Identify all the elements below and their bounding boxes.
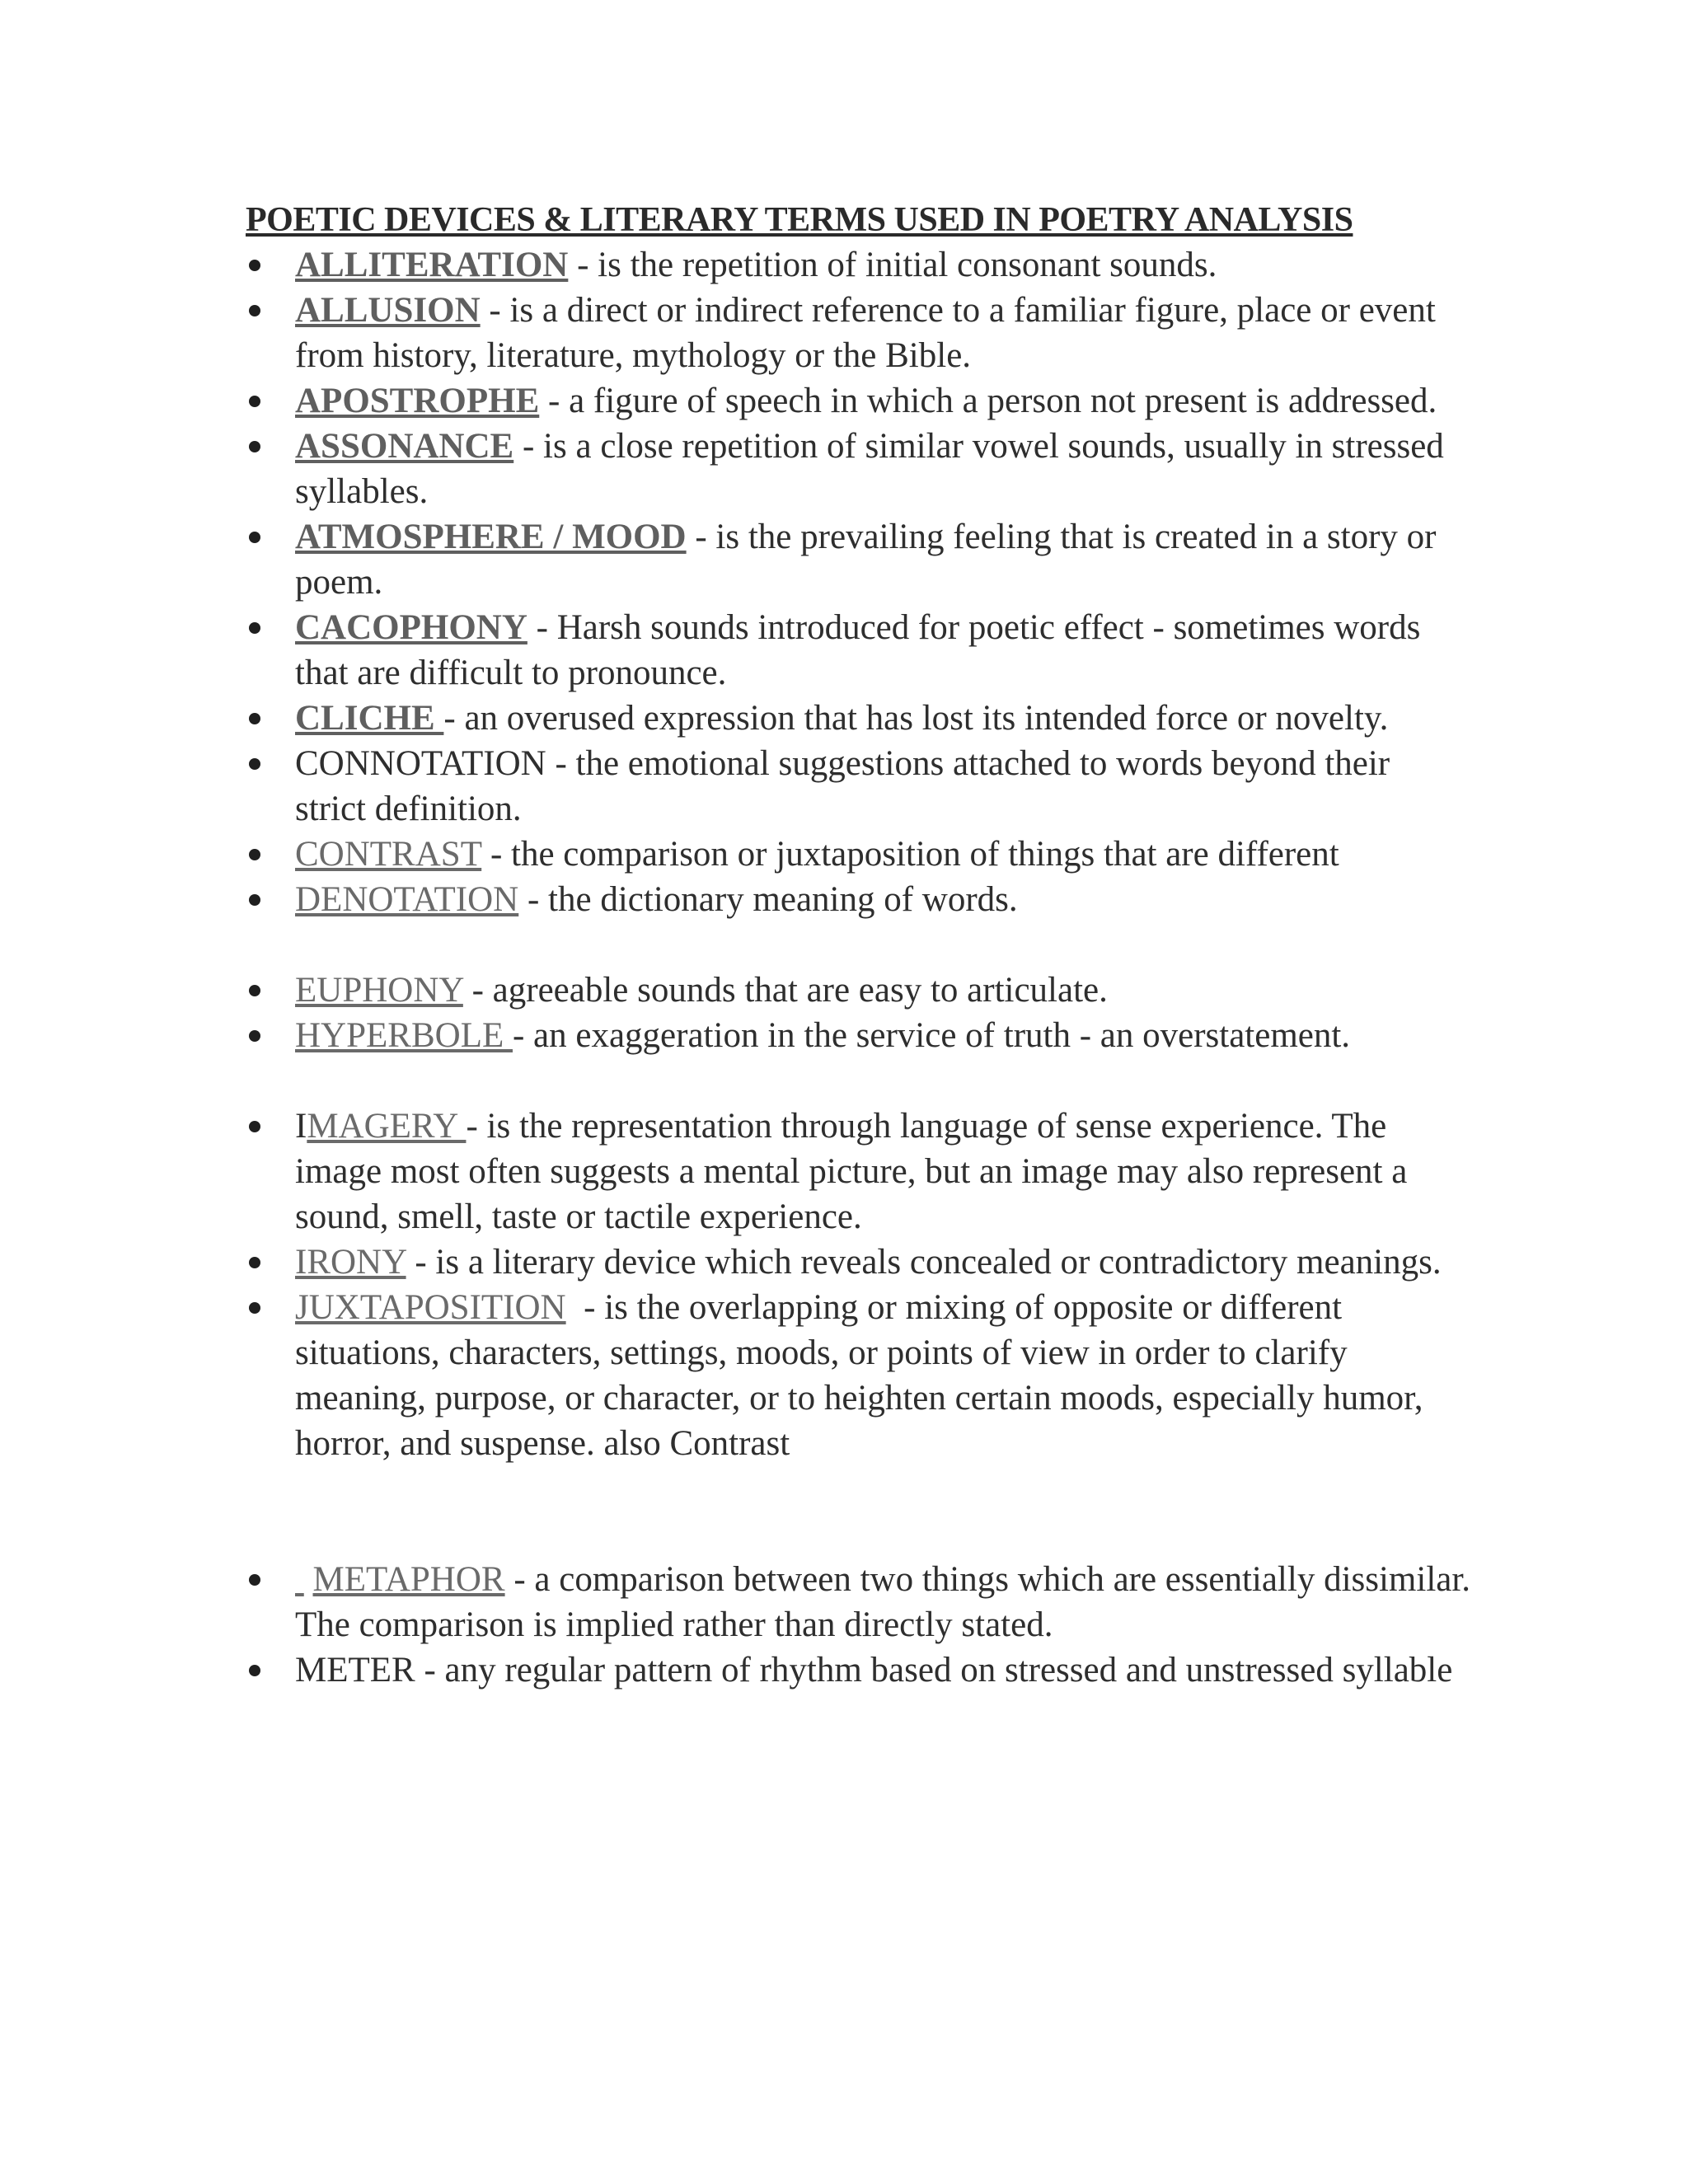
bullet-icon — [249, 1121, 260, 1132]
term-label: EUPHONY — [295, 971, 463, 1010]
term-label: METAPHOR — [312, 1560, 505, 1599]
list-item — [246, 696, 1482, 741]
page-title: POETIC DEVICES & LITERARY TERMS USED IN POETRY ANALYSIS — [246, 201, 1353, 239]
bullet-icon — [249, 1302, 260, 1314]
bullet-icon — [249, 713, 260, 724]
list-item — [246, 1285, 1482, 1466]
bullet-icon — [249, 1665, 260, 1676]
term-definition: - is the prevailing feeling that is created in a story or poem. — [295, 518, 1446, 602]
term-label: METER — [295, 1651, 415, 1690]
term-label: MAGERY — [307, 1107, 467, 1146]
bullet-icon — [249, 532, 260, 543]
bullet-icon — [249, 849, 260, 860]
terms-list — [246, 242, 1482, 1693]
term-definition: - agreeable sounds that are easy to articulate. — [462, 971, 1108, 1010]
term-label: ATMOSPHERE / MOOD — [295, 518, 687, 556]
bullet-icon — [249, 305, 260, 316]
list-item — [246, 242, 1482, 288]
term-label: ALLUSION — [295, 291, 481, 330]
list-item — [246, 1240, 1482, 1285]
document-page — [246, 198, 1482, 1693]
bullet-icon — [249, 1574, 260, 1586]
term-definition: - is a close repetition of similar vowel sounds, usually in stressed syllables. — [295, 427, 1453, 511]
bullet-icon — [249, 985, 260, 996]
list-item — [246, 1013, 1482, 1058]
list-item — [246, 605, 1482, 696]
term-definition: - Harsh sounds introduced for poetic effect - sometimes words that are difficult to pronounce. — [295, 608, 1430, 692]
list-item — [246, 288, 1482, 378]
term-definition: - an overused expression that has lost its intended force or novelty. — [443, 699, 1389, 738]
term-label: HYPERBOLE — [295, 1016, 513, 1055]
term-definition: - the emotional suggestions attached to words beyond their strict definition. — [295, 744, 1417, 828]
term-definition: - is the representation through language of sense experience. The image most often suggests a mental picture, but an image may also represent a sound, smell, taste or tactile experience. — [295, 1107, 1423, 1236]
bullet-icon — [249, 1257, 260, 1268]
term-definition: - the comparison or juxtaposition of things that are different — [481, 835, 1339, 874]
term-label: CLICHE — [295, 699, 444, 738]
term-label: CONTRAST — [295, 835, 482, 874]
bullet-icon — [249, 396, 260, 407]
term-label: ALLITERATION — [295, 246, 569, 284]
term-label: ASSONANCE — [295, 427, 514, 466]
term-prefix: I — [295, 1107, 307, 1146]
term-label: APOSTROPHE — [295, 382, 540, 420]
bullet-icon — [249, 894, 260, 906]
term-label: IRONY — [295, 1243, 406, 1282]
term-definition: - a figure of speech in which a person not present is addressed. — [539, 382, 1437, 420]
term-definition: - is a direct or indirect reference to a familiar figure, place or event from history, literature, mythology or the Bible. — [295, 291, 1445, 375]
term-definition: - is the repetition of initial consonant sounds. — [568, 246, 1217, 284]
list-item — [246, 424, 1482, 514]
term-definition: - any regular pattern of rhythm based on stressed and unstressed syllable — [415, 1651, 1453, 1690]
term-lead — [295, 1560, 304, 1599]
list-item — [246, 832, 1482, 877]
bullet-icon — [249, 758, 260, 770]
list-item — [246, 378, 1482, 424]
term-label: CACOPHONY — [295, 608, 528, 647]
list-item — [246, 877, 1482, 922]
term-label: DENOTATION — [295, 880, 519, 919]
term-definition: - the dictionary meaning of words. — [518, 880, 1018, 919]
term-definition: - a comparison between two things which are essentially dissimilar. The comparison is implied rather than directly stated. — [295, 1560, 1479, 1644]
term-definition: - is a literary device which reveals concealed or contradictory meanings. — [406, 1243, 1442, 1282]
bullet-icon — [249, 1030, 260, 1042]
bullet-icon — [249, 260, 260, 271]
bullet-icon — [249, 441, 260, 452]
list-item — [246, 1557, 1482, 1647]
list-item — [246, 741, 1482, 832]
term-definition: - is the overlapping or mixing of opposite or different situations, characters, settings, moods, or points of view in order to clarify meaning, purpose, or character, or to heighten certain moods, especially humor, horror, and suspense. also Contrast — [295, 1288, 1432, 1463]
term-label: JUXTAPOSITION — [295, 1288, 566, 1327]
bullet-icon — [249, 622, 260, 634]
list-item — [246, 1647, 1482, 1693]
term-label: CONNOTATION — [295, 744, 546, 783]
list-item — [246, 514, 1482, 605]
term-definition: - an exaggeration in the service of truth - an overstatement. — [512, 1016, 1351, 1055]
list-item — [246, 968, 1482, 1013]
list-item — [246, 1104, 1482, 1240]
